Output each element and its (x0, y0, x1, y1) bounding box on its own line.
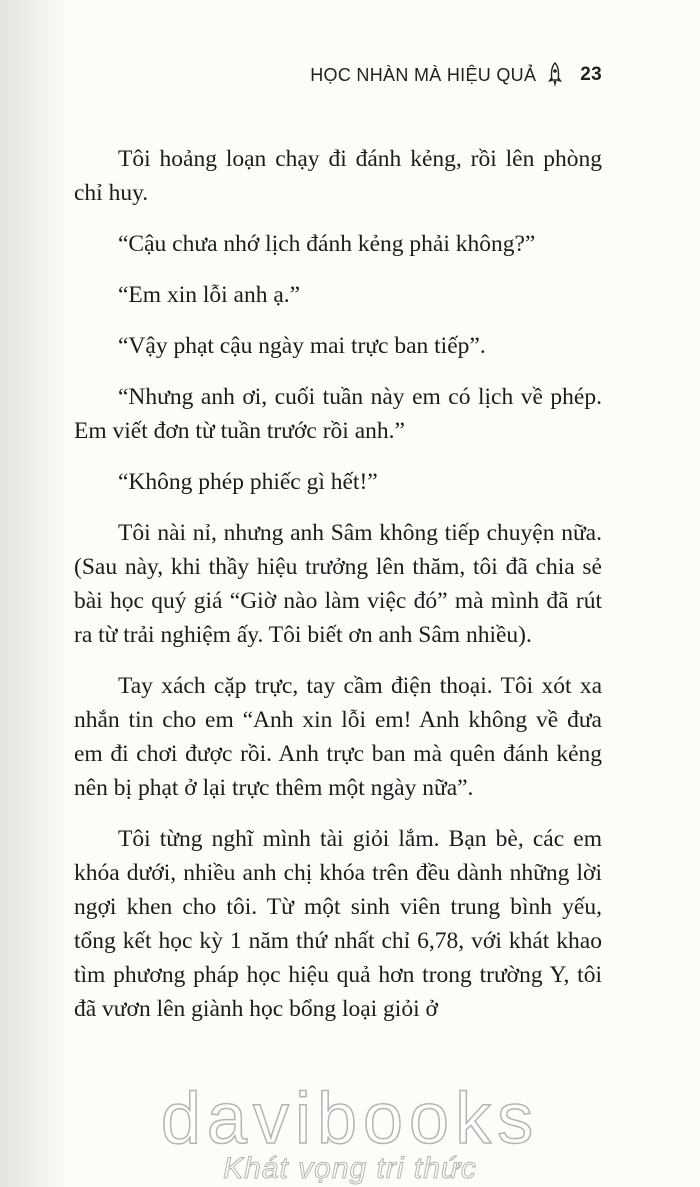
watermark-brand: davibooks (160, 1079, 540, 1159)
paragraph: “Không phép phiếc gì hết!” (118, 469, 378, 495)
paragraph: Tôi hoảng loạn chạy đi đánh kẻng, rồi lên phòng chỉ huy. (74, 146, 602, 206)
chapter-title: HỌC NHÀN MÀ HIỆU QUẢ (310, 64, 537, 85)
page-number: 23 (580, 64, 602, 85)
paragraph: Tay xách cặp trực, tay cầm điện thoại. Tôi xót xa nhắn tin cho em “Anh xin lỗi em! Anh không về đưa em đi chơi được rồi. Anh trực ban mà quên đánh kẻng nên bị phạt ở lại trực thêm một ngày nữa”. (74, 673, 602, 801)
running-header (310, 62, 602, 88)
paragraph: “Em xin lỗi anh ạ.” (118, 282, 301, 308)
rocket-icon (546, 62, 564, 88)
paragraph: “Nhưng anh ơi, cuối tuần này em có lịch về phép. Em viết đơn từ tuần trước rồi anh.” (74, 384, 602, 444)
watermark-tagline: Khát vọng tri thức (223, 1152, 477, 1185)
body-text (74, 142, 602, 1043)
paragraph: “Vậy phạt cậu ngày mai trực ban tiếp”. (118, 333, 486, 359)
paragraph: Tôi từng nghĩ mình tài giỏi lắm. Bạn bè, các em khóa dưới, nhiều anh chị khóa trên đều dành những lời ngợi khen cho tôi. Từ một sinh viên trung bình yếu, tổng kết học kỳ 1 năm thứ nhất chỉ 6,78, với khát khao tìm phương pháp học hiệu quả hơn trong trường Y, tôi đã vươn lên giành học bổng loại giỏi ở (74, 826, 602, 1022)
page-gutter-shadow (0, 0, 70, 1187)
paragraph: “Cậu chưa nhớ lịch đánh kẻng phải không?” (118, 231, 536, 257)
paragraph: Tôi nài nỉ, nhưng anh Sâm không tiếp chuyện nữa. (Sau này, khi thầy hiệu trưởng lên thăm, tôi đã chia sẻ bài học quý giá “Giờ nào làm việc đó” mà mình đã rút ra từ trải nghiệm ấy. Tôi biết ơn anh Sâm nhiều). (74, 520, 602, 648)
